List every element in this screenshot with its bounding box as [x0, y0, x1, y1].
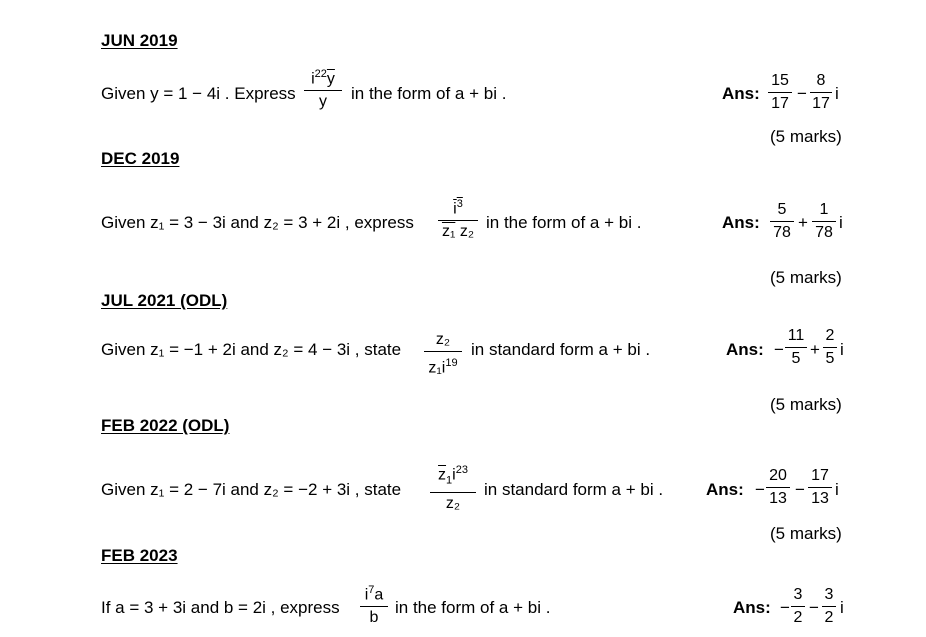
marks-jun-2019: (5 marks): [770, 127, 842, 146]
frac-num-exponent: 22: [314, 68, 327, 80]
frac-den: y: [319, 93, 327, 111]
frac-den-b: z₂: [459, 223, 475, 241]
question-tail-feb-2022: in standard form a + bi .: [484, 480, 664, 499]
ans-den: 17: [771, 95, 789, 112]
section-heading-dec-2019: DEC 2019: [101, 149, 180, 168]
ans-num: 11: [787, 327, 805, 344]
frac-num-var: $\overline{z}$: [438, 466, 447, 484]
answer-label-feb-2022: Ans:: [706, 480, 744, 499]
frac-den-a: z₁: [441, 223, 456, 241]
answer-fraction-1-feb-2022: [766, 466, 790, 509]
question-fraction-jun-2019: [304, 64, 342, 112]
ans-den: 78: [815, 224, 833, 241]
frac-num-base: i: [453, 200, 457, 218]
ans-den: 2: [824, 609, 834, 626]
question-fraction-jul-2021: [424, 330, 462, 378]
frac-den: z₂: [445, 494, 461, 512]
answer-sign-jul-2021: −: [774, 340, 784, 359]
answer-operator-feb-2023: −: [809, 598, 819, 617]
frac-den: b: [369, 609, 379, 627]
ans-num: 5: [777, 201, 787, 218]
answer-sign-feb-2023: −: [780, 598, 790, 617]
question-text-jun-2019: Given y = 1 − 4i . Express: [101, 84, 296, 103]
answer-fraction-1-feb-2023: [791, 585, 805, 628]
section-heading-jul-2021-odl: JUL 2021 (ODL): [101, 291, 228, 310]
ans-num: 20: [769, 467, 787, 484]
ans-num: 8: [816, 72, 826, 89]
question-tail-jul-2021: in standard form a + bi .: [471, 340, 651, 359]
section-heading-jun-2019: JUN 2019: [101, 31, 178, 50]
question-text-dec-2019: Given z₁ = 3 − 3i and z₂ = 3 + 2i , express: [101, 213, 414, 232]
answer-label-dec-2019: Ans:: [722, 213, 760, 232]
answer-operator-jul-2021: +: [810, 340, 820, 359]
answer-label-feb-2023: Ans:: [733, 598, 771, 617]
answer-operator-feb-2022: −: [795, 480, 805, 499]
answer-imag-unit-jun-2019: i: [835, 84, 839, 103]
frac-num-subscript: 1: [446, 474, 453, 487]
answer-label-jul-2021: Ans:: [726, 340, 764, 359]
frac-num-exponent: 3: [456, 198, 463, 210]
ans-num: 3: [793, 586, 803, 603]
frac-num-var: a: [374, 586, 384, 604]
frac-den-base: i: [441, 359, 446, 377]
answer-fraction-2-dec-2019: [812, 200, 836, 243]
section-heading-feb-2022-odl: FEB 2022 (ODL): [101, 416, 230, 435]
question-fraction-feb-2022: [430, 460, 476, 514]
ans-den: 5: [791, 350, 801, 367]
frac-num-base: i: [364, 586, 369, 604]
answer-sign-feb-2022: −: [755, 480, 765, 499]
question-tail-jun-2019: in the form of a + bi .: [351, 84, 507, 103]
answer-imag-unit-feb-2023: i: [840, 598, 844, 617]
frac-num-var: $\overline{y}$: [326, 70, 335, 88]
marks-jul-2021: (5 marks): [770, 395, 842, 414]
ans-den: 17: [812, 95, 830, 112]
ans-den: 13: [769, 490, 787, 507]
answer-imag-unit-feb-2022: i: [835, 480, 839, 499]
question-text-jul-2021: Given z₁ = −1 + 2i and z₂ = 4 − 3i , state: [101, 340, 402, 359]
frac-den-exponent: 19: [445, 357, 458, 369]
frac-num-base: i: [452, 466, 456, 484]
ans-den: 78: [773, 224, 791, 241]
frac-num-base: i: [311, 70, 315, 88]
ans-num: 17: [811, 467, 829, 484]
ans-den: 5: [825, 350, 835, 367]
ans-den: 2: [793, 609, 803, 626]
marks-feb-2022: (5 marks): [770, 524, 842, 543]
frac-num: z₂: [435, 331, 451, 348]
ans-num: 15: [771, 72, 789, 89]
answer-operator-dec-2019: +: [798, 213, 808, 232]
answer-imag-unit-dec-2019: i: [839, 213, 843, 232]
ans-num: 3: [824, 586, 834, 603]
answer-fraction-1-jul-2021: [785, 326, 807, 369]
question-text-feb-2023: If a = 3 + 3i and b = 2i , express: [101, 598, 340, 617]
frac-num-exponent: 7: [368, 584, 375, 596]
question-tail-feb-2023: in the form of a + bi .: [395, 598, 551, 617]
answer-fraction-1-jun-2019: [768, 71, 792, 114]
answer-fraction-2-jun-2019: [810, 71, 832, 114]
question-fraction-dec-2019: [438, 194, 478, 242]
answer-fraction-2-feb-2022: [808, 466, 832, 509]
section-heading-feb-2023: FEB 2023: [101, 546, 178, 565]
ans-den: 13: [811, 490, 829, 507]
question-fraction-feb-2023: [360, 580, 388, 628]
question-tail-dec-2019: in the form of a + bi .: [486, 213, 642, 232]
answer-fraction-1-dec-2019: [770, 200, 794, 243]
frac-num-exponent: 23: [455, 464, 468, 476]
question-text-feb-2022: Given z₁ = 2 − 7i and z₂ = −2 + 3i , state: [101, 480, 402, 499]
marks-dec-2019: (5 marks): [770, 268, 842, 287]
ans-num: 1: [819, 201, 829, 218]
frac-den-a: z₁: [428, 359, 442, 377]
answer-fraction-2-jul-2021: [823, 326, 837, 369]
answer-imag-unit-jul-2021: i: [840, 340, 844, 359]
answer-fraction-2-feb-2023: [822, 585, 836, 628]
answer-label-jun-2019: Ans:: [722, 84, 760, 103]
answer-operator-jun-2019: −: [797, 84, 807, 103]
ans-num: 2: [825, 327, 835, 344]
